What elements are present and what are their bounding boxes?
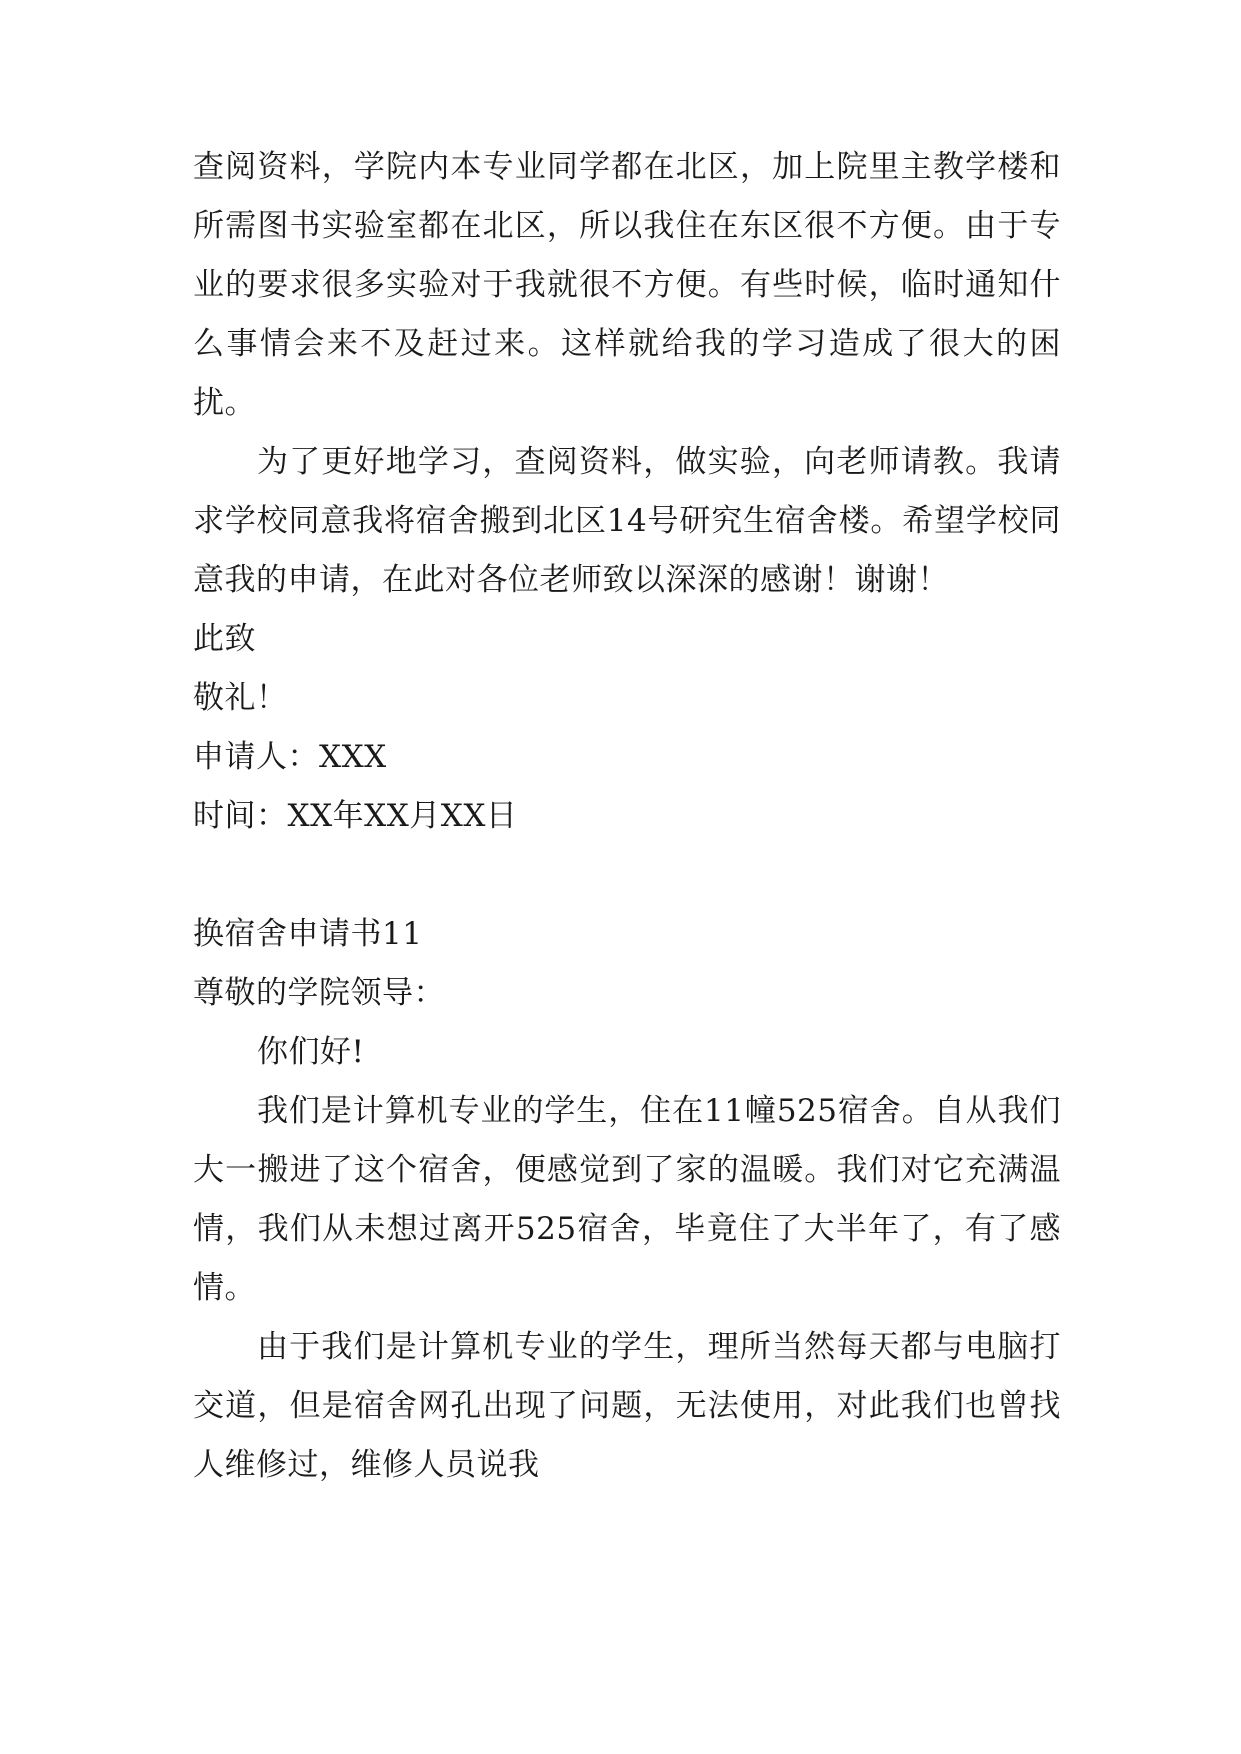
letter1-closing-line: 此致 bbox=[193, 621, 256, 657]
letter2-intro-paragraph: 我们是计算机专业的学生，住在11幢525宿舍。自从我们大一搬进了这个宿舍，便感觉到了家的温暖。我们对它充满温情，我们从未想过离开525宿舍，毕竟住了大半年了，有了感情。 bbox=[193, 1093, 1061, 1306]
letter2-title: 换宿舍申请书11 bbox=[193, 916, 423, 952]
letter1-regards-line: 敬礼！ bbox=[193, 680, 288, 716]
section-spacer bbox=[193, 846, 1061, 905]
letter1-body-paragraph: 查阅资料，学院内本专业同学都在北区，加上院里主教学楼和所需图书实验室都在北区，所以我住在东区很不方便。由于专业的要求很多实验对于我就很不方便。有些时候，临时通知什么事情会来不及赶过来。这样就给我的学习造成了很大的困扰。 bbox=[193, 149, 1061, 421]
letter1-date-line: 时间：XX年XX月XX日 bbox=[193, 798, 518, 834]
document-body bbox=[193, 138, 1061, 1495]
letter2-greeting: 你们好! bbox=[257, 1034, 365, 1070]
letter1-request-paragraph: 为了更好地学习，查阅资料，做实验，向老师请教。我请求学校同意我将宿舍搬到北区14号研究生宿舍楼。希望学校同意我的申请，在此对各位老师致以深深的感谢！谢谢！ bbox=[193, 444, 1061, 598]
letter2-problem-paragraph: 由于我们是计算机专业的学生，理所当然每天都与电脑打交道，但是宿舍网孔出现了问题，无法使用，对此我们也曾找人维修过，维修人员说我 bbox=[193, 1329, 1061, 1483]
letter2-salutation: 尊敬的学院领导： bbox=[193, 975, 445, 1011]
letter1-applicant-line: 申请人：XXX bbox=[193, 739, 387, 775]
